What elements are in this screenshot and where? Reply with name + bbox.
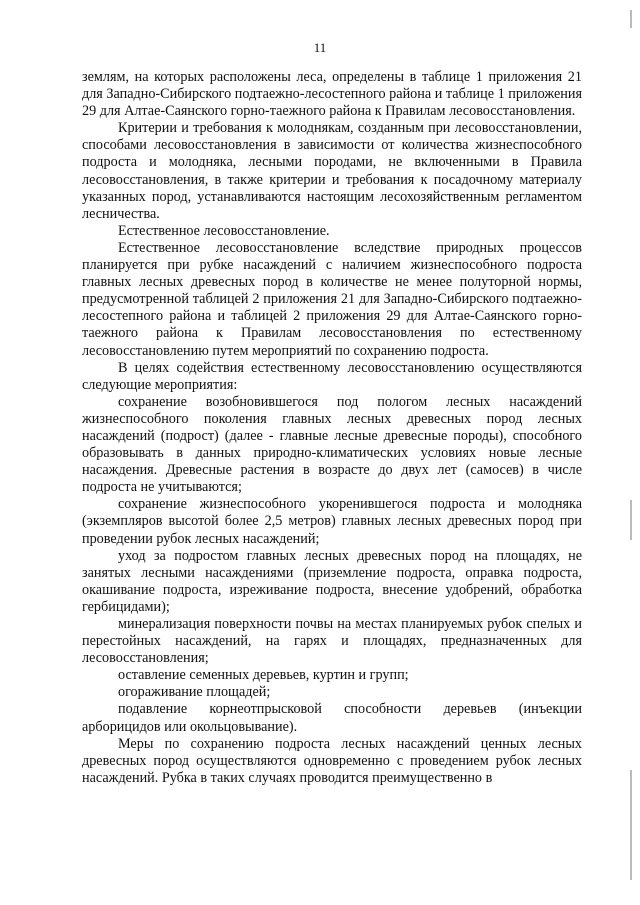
page-number: 11 bbox=[313, 40, 327, 55]
scan-edge-mark bbox=[630, 500, 632, 540]
paragraph-natural-reforestation: Естественное лесовосстановление вследствие природных процессов планируется при рубке насаждений с наличием жизнеспособного подроста главных лесных древесных пород в количестве не менее полуторной нормы, предусмотренной таблицей 2 приложения 21 для Западно-Сибирского подтаежно-лесостепного района и таблицей 2 приложения 29 для Алтае-Саянского горно-таежного района к Правилам лесовосстановления по естественному лесовосстановлению путем мероприятий по сохранению подроста. bbox=[82, 239, 582, 359]
paragraph-continuation: землям, на которых расположены леса, определены в таблице 1 приложения 21 для Западно-Сибирского подтаежно-лесостепного района и таблице 1 приложения 29 для Алтае-Саянского горно-таежного района к Правилам лесовосстановления. bbox=[82, 69, 582, 120]
list-item-soil-mineralization: минерализация поверхности почвы на местах планируемых рубок спелых и перестойных насаждений, на гарях и площадях, предназначенных для лесовосстановления; bbox=[82, 616, 582, 667]
scan-edge-mark bbox=[630, 10, 632, 28]
section-heading-natural-reforestation: Естественное лесовосстановление. bbox=[118, 222, 330, 239]
scan-edge-mark bbox=[630, 770, 632, 880]
document-body bbox=[82, 69, 582, 787]
list-item-fencing: огораживание площадей; bbox=[118, 684, 271, 701]
paragraph-measures-intro: В целях содействия естественному лесовосстановлению осуществляются следующие мероприятия: bbox=[82, 359, 582, 393]
list-item-preserve-young-growth: сохранение жизнеспособного укоренившегося подроста и молодняка (экземпляров высотой более 2,5 метров) главных лесных древесных пород при проведении рубок лесных насаждений; bbox=[82, 496, 582, 547]
list-item-seed-trees: оставление семенных деревьев, куртин и групп; bbox=[118, 667, 409, 684]
list-item-preserve-undergrowth: сохранение возобновившегося под пологом лесных насаждений жизнеспособного поколения главных лесных древесных пород лесных насаждений (подрост) (далее - главные лесные древесные породы), способного образовывать в данных природно-климатических условиях новые лесные насаждения. Древесные растения в возрасте до двух лет (самосев) в числе подроста не учитываются; bbox=[82, 393, 582, 496]
list-item-care-undergrowth: уход за подростом главных лесных древесных пород на площадях, не занятых лесными насаждениями (приземление подроста, оправка подроста, окашивание подроста, изреживание подроста, внесение удобрений, обработка гербицидами); bbox=[82, 547, 582, 615]
list-item-root-suppression: подавление корнеотпрысковой способности деревьев (инъекции арборицидов или окольцовывание). bbox=[82, 701, 582, 735]
paragraph-criteria: Критерии и требования к молоднякам, созданным при лесовосстановлении, способами лесовосстановления в зависимости от количества жизнеспособного подроста и молодняка, лесными породами, не включенными в Правила лесовосстановления, в также критерии и требования к посадочному материалу указанных пород, устанавливаются настоящим лесохозяйственным регламентом лесничества. bbox=[82, 120, 582, 222]
paragraph-valuable-species: Меры по сохранению подроста лесных насаждений ценных лесных древесных пород осуществляются одновременно с проведением рубок лесных насаждений. Рубка в таких случаях проводится преимущественно в bbox=[82, 735, 582, 786]
